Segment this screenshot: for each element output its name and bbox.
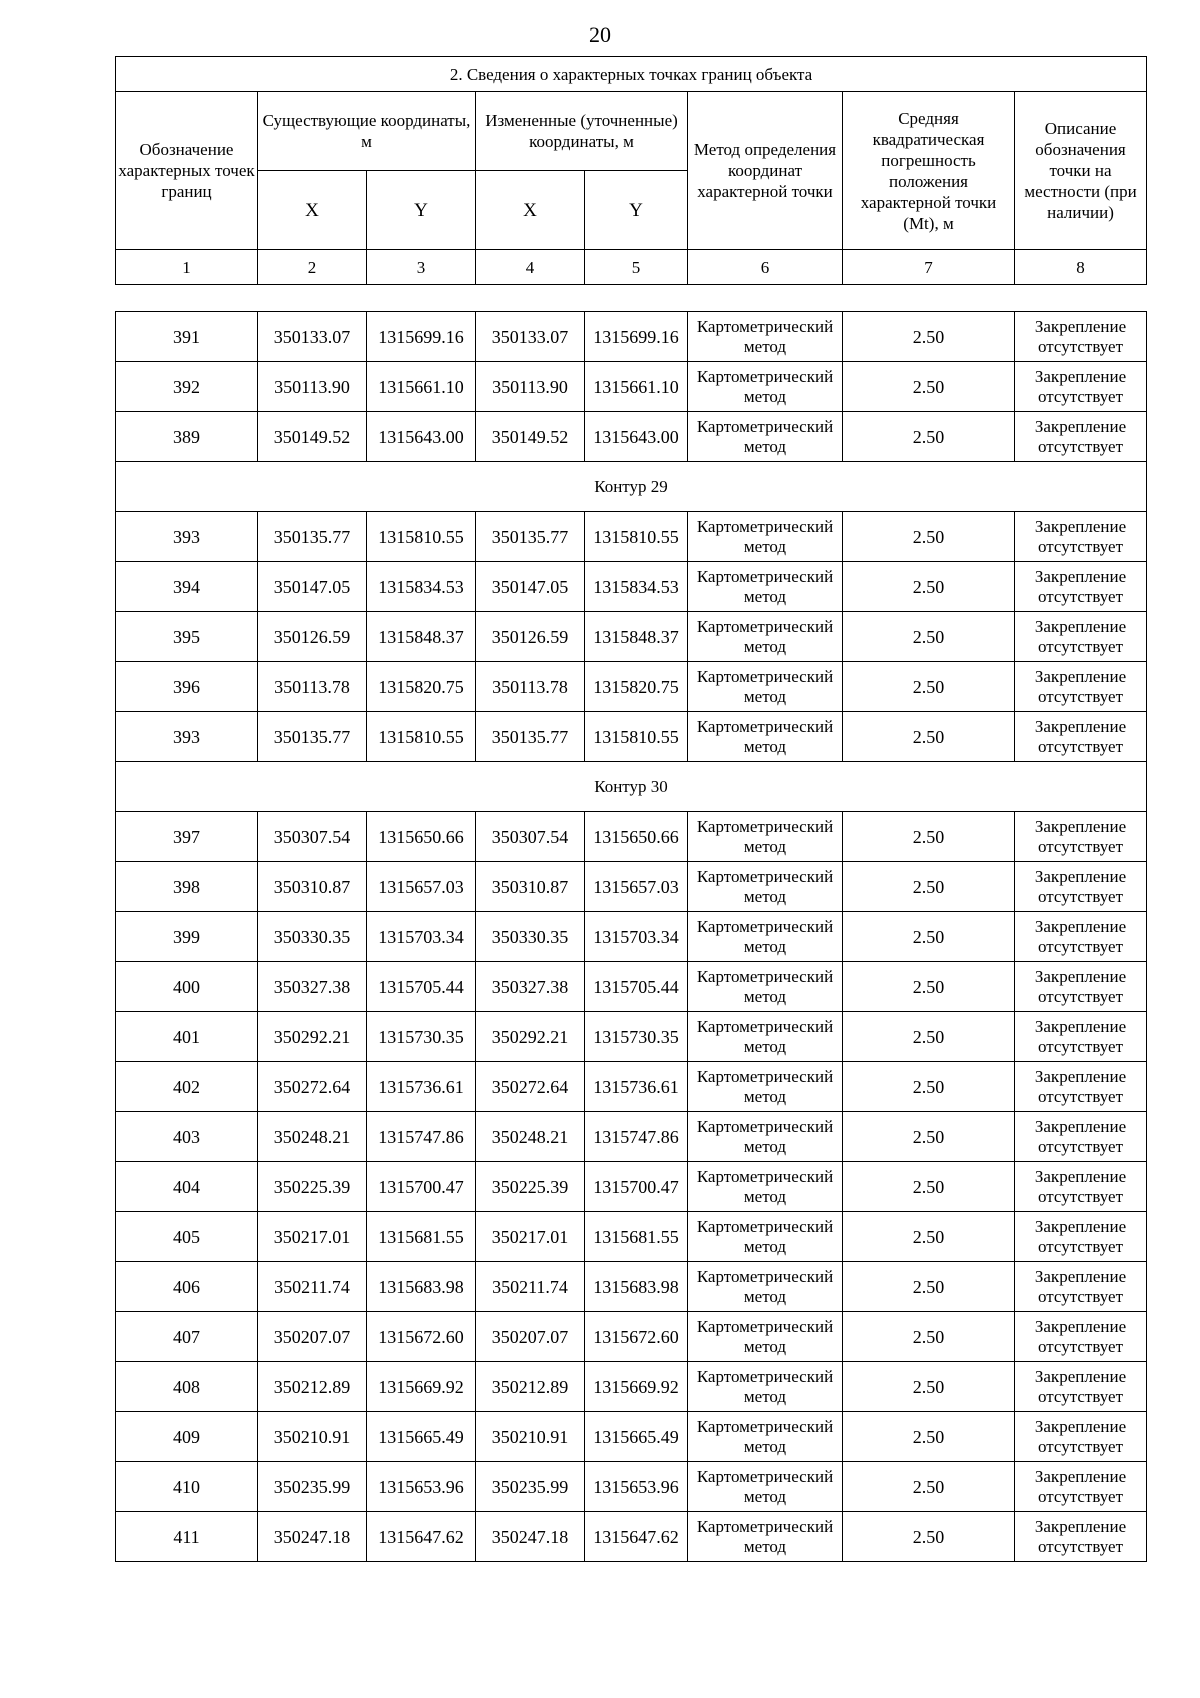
existing-x-cell: 350212.89 xyxy=(258,1362,367,1412)
header-y-existing: Y xyxy=(367,171,476,250)
description-cell: Закрепление отсутствует xyxy=(1015,362,1147,412)
changed-y-cell: 1315810.55 xyxy=(585,512,688,562)
method-cell: Картометрический метод xyxy=(688,412,843,462)
method-cell: Картометрический метод xyxy=(688,1412,843,1462)
point-id-cell: 408 xyxy=(116,1362,258,1412)
method-cell: Картометрический метод xyxy=(688,312,843,362)
existing-y-cell: 1315747.86 xyxy=(367,1112,476,1162)
changed-x-cell: 350310.87 xyxy=(476,862,585,912)
error-cell: 2.50 xyxy=(843,1112,1015,1162)
error-cell: 2.50 xyxy=(843,362,1015,412)
header-description: Описание обозначения точки на местности (при наличии) xyxy=(1015,92,1147,250)
table-row xyxy=(116,362,1147,412)
method-cell: Картометрический метод xyxy=(688,1062,843,1112)
existing-y-cell: 1315736.61 xyxy=(367,1062,476,1112)
header-x-existing: X xyxy=(258,171,367,250)
changed-x-cell: 350330.35 xyxy=(476,912,585,962)
description-cell: Закрепление отсутствует xyxy=(1015,312,1147,362)
existing-y-cell: 1315647.62 xyxy=(367,1512,476,1562)
existing-x-cell: 350307.54 xyxy=(258,812,367,862)
point-id-cell: 398 xyxy=(116,862,258,912)
existing-x-cell: 350133.07 xyxy=(258,312,367,362)
changed-x-cell: 350292.21 xyxy=(476,1012,585,1062)
column-number: 2 xyxy=(258,250,367,285)
error-cell: 2.50 xyxy=(843,1262,1015,1312)
point-id-cell: 403 xyxy=(116,1112,258,1162)
description-cell: Закрепление отсутствует xyxy=(1015,1062,1147,1112)
existing-x-cell: 350135.77 xyxy=(258,712,367,762)
changed-x-cell: 350327.38 xyxy=(476,962,585,1012)
changed-y-cell: 1315705.44 xyxy=(585,962,688,1012)
existing-y-cell: 1315665.49 xyxy=(367,1412,476,1462)
description-cell: Закрепление отсутствует xyxy=(1015,1012,1147,1062)
method-cell: Картометрический метод xyxy=(688,362,843,412)
existing-y-cell: 1315657.03 xyxy=(367,862,476,912)
column-number: 6 xyxy=(688,250,843,285)
method-cell: Картометрический метод xyxy=(688,662,843,712)
header-x-changed: X xyxy=(476,171,585,250)
contour-row xyxy=(116,762,1147,812)
description-cell: Закрепление отсутствует xyxy=(1015,1362,1147,1412)
existing-y-cell: 1315643.00 xyxy=(367,412,476,462)
existing-x-cell: 350330.35 xyxy=(258,912,367,962)
point-id-cell: 393 xyxy=(116,712,258,762)
point-id-cell: 400 xyxy=(116,962,258,1012)
existing-x-cell: 350149.52 xyxy=(258,412,367,462)
table-row xyxy=(116,1312,1147,1362)
error-cell: 2.50 xyxy=(843,912,1015,962)
changed-x-cell: 350225.39 xyxy=(476,1162,585,1212)
changed-x-cell: 350217.01 xyxy=(476,1212,585,1262)
existing-y-cell: 1315730.35 xyxy=(367,1012,476,1062)
existing-x-cell: 350217.01 xyxy=(258,1212,367,1262)
column-number: 4 xyxy=(476,250,585,285)
point-id-cell: 401 xyxy=(116,1012,258,1062)
changed-y-cell: 1315700.47 xyxy=(585,1162,688,1212)
description-cell: Закрепление отсутствует xyxy=(1015,1462,1147,1512)
contour-label: Контур 29 xyxy=(116,462,1147,512)
changed-x-cell: 350113.78 xyxy=(476,662,585,712)
column-number: 7 xyxy=(843,250,1015,285)
existing-x-cell: 350292.21 xyxy=(258,1012,367,1062)
header-existing-coords: Существующие координаты, м xyxy=(258,92,476,171)
existing-y-cell: 1315700.47 xyxy=(367,1162,476,1212)
method-cell: Картометрический метод xyxy=(688,1112,843,1162)
description-cell: Закрепление отсутствует xyxy=(1015,512,1147,562)
point-id-cell: 405 xyxy=(116,1212,258,1262)
table-row xyxy=(116,862,1147,912)
existing-y-cell: 1315653.96 xyxy=(367,1462,476,1512)
table-row xyxy=(116,1162,1147,1212)
description-cell: Закрепление отсутствует xyxy=(1015,1162,1147,1212)
existing-x-cell: 350135.77 xyxy=(258,512,367,562)
point-id-cell: 411 xyxy=(116,1512,258,1562)
existing-y-cell: 1315661.10 xyxy=(367,362,476,412)
point-id-cell: 409 xyxy=(116,1412,258,1462)
point-id-cell: 407 xyxy=(116,1312,258,1362)
column-number: 5 xyxy=(585,250,688,285)
error-cell: 2.50 xyxy=(843,612,1015,662)
table-row xyxy=(116,1012,1147,1062)
changed-y-cell: 1315810.55 xyxy=(585,712,688,762)
description-cell: Закрепление отсутствует xyxy=(1015,912,1147,962)
header-y-changed: Y xyxy=(585,171,688,250)
table-row xyxy=(116,962,1147,1012)
point-id-cell: 406 xyxy=(116,1262,258,1312)
existing-y-cell: 1315834.53 xyxy=(367,562,476,612)
description-cell: Закрепление отсутствует xyxy=(1015,1112,1147,1162)
description-cell: Закрепление отсутствует xyxy=(1015,1412,1147,1462)
changed-y-cell: 1315703.34 xyxy=(585,912,688,962)
header-method: Метод определения координат характерной точки xyxy=(688,92,843,250)
description-cell: Закрепление отсутствует xyxy=(1015,562,1147,612)
description-cell: Закрепление отсутствует xyxy=(1015,962,1147,1012)
method-cell: Картометрический метод xyxy=(688,1262,843,1312)
existing-y-cell: 1315705.44 xyxy=(367,962,476,1012)
changed-y-cell: 1315661.10 xyxy=(585,362,688,412)
point-id-cell: 397 xyxy=(116,812,258,862)
existing-y-cell: 1315810.55 xyxy=(367,512,476,562)
description-cell: Закрепление отсутствует xyxy=(1015,1212,1147,1262)
table-row xyxy=(116,912,1147,962)
existing-x-cell: 350211.74 xyxy=(258,1262,367,1312)
existing-x-cell: 350207.07 xyxy=(258,1312,367,1362)
changed-x-cell: 350211.74 xyxy=(476,1262,585,1312)
table-row xyxy=(116,562,1147,612)
changed-y-cell: 1315665.49 xyxy=(585,1412,688,1462)
description-cell: Закрепление отсутствует xyxy=(1015,612,1147,662)
description-cell: Закрепление отсутствует xyxy=(1015,862,1147,912)
table-row xyxy=(116,812,1147,862)
description-cell: Закрепление отсутствует xyxy=(1015,812,1147,862)
table-title: 2. Сведения о характерных точках границ объекта xyxy=(116,57,1147,92)
column-number: 8 xyxy=(1015,250,1147,285)
column-number: 3 xyxy=(367,250,476,285)
method-cell: Картометрический метод xyxy=(688,1512,843,1562)
page-number: 20 xyxy=(589,22,611,47)
error-cell: 2.50 xyxy=(843,962,1015,1012)
error-cell: 2.50 xyxy=(843,412,1015,462)
table-row xyxy=(116,712,1147,762)
existing-x-cell: 350272.64 xyxy=(258,1062,367,1112)
changed-y-cell: 1315699.16 xyxy=(585,312,688,362)
table-row xyxy=(116,412,1147,462)
header-changed-coords: Измененные (уточненные) координаты, м xyxy=(476,92,688,171)
changed-y-cell: 1315747.86 xyxy=(585,1112,688,1162)
method-cell: Картометрический метод xyxy=(688,1212,843,1262)
method-cell: Картометрический метод xyxy=(688,962,843,1012)
method-cell: Картометрический метод xyxy=(688,812,843,862)
changed-x-cell: 350210.91 xyxy=(476,1412,585,1462)
changed-x-cell: 350133.07 xyxy=(476,312,585,362)
existing-x-cell: 350210.91 xyxy=(258,1412,367,1462)
point-id-cell: 410 xyxy=(116,1462,258,1512)
method-cell: Картометрический метод xyxy=(688,1012,843,1062)
changed-y-cell: 1315730.35 xyxy=(585,1012,688,1062)
header-error: Средняя квадратическая погрешность положения характерной точки (Mt), м xyxy=(843,92,1015,250)
table-body xyxy=(116,312,1147,1562)
existing-y-cell: 1315672.60 xyxy=(367,1312,476,1362)
existing-x-cell: 350126.59 xyxy=(258,612,367,662)
table-row xyxy=(116,612,1147,662)
changed-x-cell: 350135.77 xyxy=(476,512,585,562)
changed-x-cell: 350147.05 xyxy=(476,562,585,612)
error-cell: 2.50 xyxy=(843,662,1015,712)
point-id-cell: 396 xyxy=(116,662,258,712)
point-id-cell: 402 xyxy=(116,1062,258,1112)
existing-y-cell: 1315650.66 xyxy=(367,812,476,862)
description-cell: Закрепление отсутствует xyxy=(1015,1262,1147,1312)
table-row xyxy=(116,512,1147,562)
existing-y-cell: 1315681.55 xyxy=(367,1212,476,1262)
error-cell: 2.50 xyxy=(843,812,1015,862)
existing-y-cell: 1315683.98 xyxy=(367,1262,476,1312)
changed-x-cell: 350272.64 xyxy=(476,1062,585,1112)
error-cell: 2.50 xyxy=(843,1012,1015,1062)
table-row xyxy=(116,312,1147,362)
error-cell: 2.50 xyxy=(843,1362,1015,1412)
existing-x-cell: 350235.99 xyxy=(258,1462,367,1512)
error-cell: 2.50 xyxy=(843,712,1015,762)
changed-x-cell: 350248.21 xyxy=(476,1112,585,1162)
changed-y-cell: 1315657.03 xyxy=(585,862,688,912)
existing-y-cell: 1315703.34 xyxy=(367,912,476,962)
changed-x-cell: 350235.99 xyxy=(476,1462,585,1512)
changed-y-cell: 1315643.00 xyxy=(585,412,688,462)
method-cell: Картометрический метод xyxy=(688,912,843,962)
error-cell: 2.50 xyxy=(843,1062,1015,1112)
existing-y-cell: 1315669.92 xyxy=(367,1362,476,1412)
changed-x-cell: 350212.89 xyxy=(476,1362,585,1412)
coordinates-table xyxy=(115,311,1147,1562)
error-cell: 2.50 xyxy=(843,312,1015,362)
existing-y-cell: 1315699.16 xyxy=(367,312,476,362)
table-row xyxy=(116,1262,1147,1312)
contour-row xyxy=(116,462,1147,512)
error-cell: 2.50 xyxy=(843,862,1015,912)
existing-x-cell: 350113.78 xyxy=(258,662,367,712)
changed-y-cell: 1315681.55 xyxy=(585,1212,688,1262)
description-cell: Закрепление отсутствует xyxy=(1015,662,1147,712)
existing-x-cell: 350113.90 xyxy=(258,362,367,412)
changed-x-cell: 350247.18 xyxy=(476,1512,585,1562)
table-row xyxy=(116,1512,1147,1562)
point-id-cell: 391 xyxy=(116,312,258,362)
method-cell: Картометрический метод xyxy=(688,1162,843,1212)
error-cell: 2.50 xyxy=(843,1412,1015,1462)
error-cell: 2.50 xyxy=(843,562,1015,612)
method-cell: Картометрический метод xyxy=(688,562,843,612)
changed-y-cell: 1315672.60 xyxy=(585,1312,688,1362)
method-cell: Картометрический метод xyxy=(688,612,843,662)
existing-y-cell: 1315820.75 xyxy=(367,662,476,712)
existing-x-cell: 350147.05 xyxy=(258,562,367,612)
existing-x-cell: 350248.21 xyxy=(258,1112,367,1162)
changed-y-cell: 1315653.96 xyxy=(585,1462,688,1512)
method-cell: Картометрический метод xyxy=(688,862,843,912)
table-row xyxy=(116,1212,1147,1262)
existing-y-cell: 1315810.55 xyxy=(367,712,476,762)
point-id-cell: 394 xyxy=(116,562,258,612)
existing-x-cell: 350327.38 xyxy=(258,962,367,1012)
method-cell: Картометрический метод xyxy=(688,712,843,762)
error-cell: 2.50 xyxy=(843,512,1015,562)
point-id-cell: 399 xyxy=(116,912,258,962)
changed-y-cell: 1315650.66 xyxy=(585,812,688,862)
changed-x-cell: 350307.54 xyxy=(476,812,585,862)
description-cell: Закрепление отсутствует xyxy=(1015,1512,1147,1562)
header-point: Обозначение характерных точек границ xyxy=(116,92,258,250)
column-number: 1 xyxy=(116,250,258,285)
table-row xyxy=(116,662,1147,712)
method-cell: Картометрический метод xyxy=(688,1312,843,1362)
point-id-cell: 395 xyxy=(116,612,258,662)
changed-y-cell: 1315848.37 xyxy=(585,612,688,662)
changed-y-cell: 1315736.61 xyxy=(585,1062,688,1112)
changed-x-cell: 350135.77 xyxy=(476,712,585,762)
changed-x-cell: 350207.07 xyxy=(476,1312,585,1362)
existing-x-cell: 350310.87 xyxy=(258,862,367,912)
error-cell: 2.50 xyxy=(843,1162,1015,1212)
table-row xyxy=(116,1462,1147,1512)
point-id-cell: 393 xyxy=(116,512,258,562)
error-cell: 2.50 xyxy=(843,1212,1015,1262)
changed-x-cell: 350113.90 xyxy=(476,362,585,412)
error-cell: 2.50 xyxy=(843,1512,1015,1562)
point-id-cell: 404 xyxy=(116,1162,258,1212)
changed-y-cell: 1315683.98 xyxy=(585,1262,688,1312)
error-cell: 2.50 xyxy=(843,1462,1015,1512)
table-row xyxy=(116,1062,1147,1112)
changed-y-cell: 1315669.92 xyxy=(585,1362,688,1412)
method-cell: Картометрический метод xyxy=(688,1362,843,1412)
table-header xyxy=(115,56,1147,285)
description-cell: Закрепление отсутствует xyxy=(1015,412,1147,462)
changed-x-cell: 350149.52 xyxy=(476,412,585,462)
method-cell: Картометрический метод xyxy=(688,512,843,562)
table-row xyxy=(116,1412,1147,1462)
description-cell: Закрепление отсутствует xyxy=(1015,712,1147,762)
existing-x-cell: 350247.18 xyxy=(258,1512,367,1562)
existing-x-cell: 350225.39 xyxy=(258,1162,367,1212)
point-id-cell: 389 xyxy=(116,412,258,462)
description-cell: Закрепление отсутствует xyxy=(1015,1312,1147,1362)
changed-y-cell: 1315647.62 xyxy=(585,1512,688,1562)
point-id-cell: 392 xyxy=(116,362,258,412)
contour-label: Контур 30 xyxy=(116,762,1147,812)
changed-x-cell: 350126.59 xyxy=(476,612,585,662)
changed-y-cell: 1315820.75 xyxy=(585,662,688,712)
method-cell: Картометрический метод xyxy=(688,1462,843,1512)
table-row xyxy=(116,1362,1147,1412)
changed-y-cell: 1315834.53 xyxy=(585,562,688,612)
table-row xyxy=(116,1112,1147,1162)
existing-y-cell: 1315848.37 xyxy=(367,612,476,662)
error-cell: 2.50 xyxy=(843,1312,1015,1362)
